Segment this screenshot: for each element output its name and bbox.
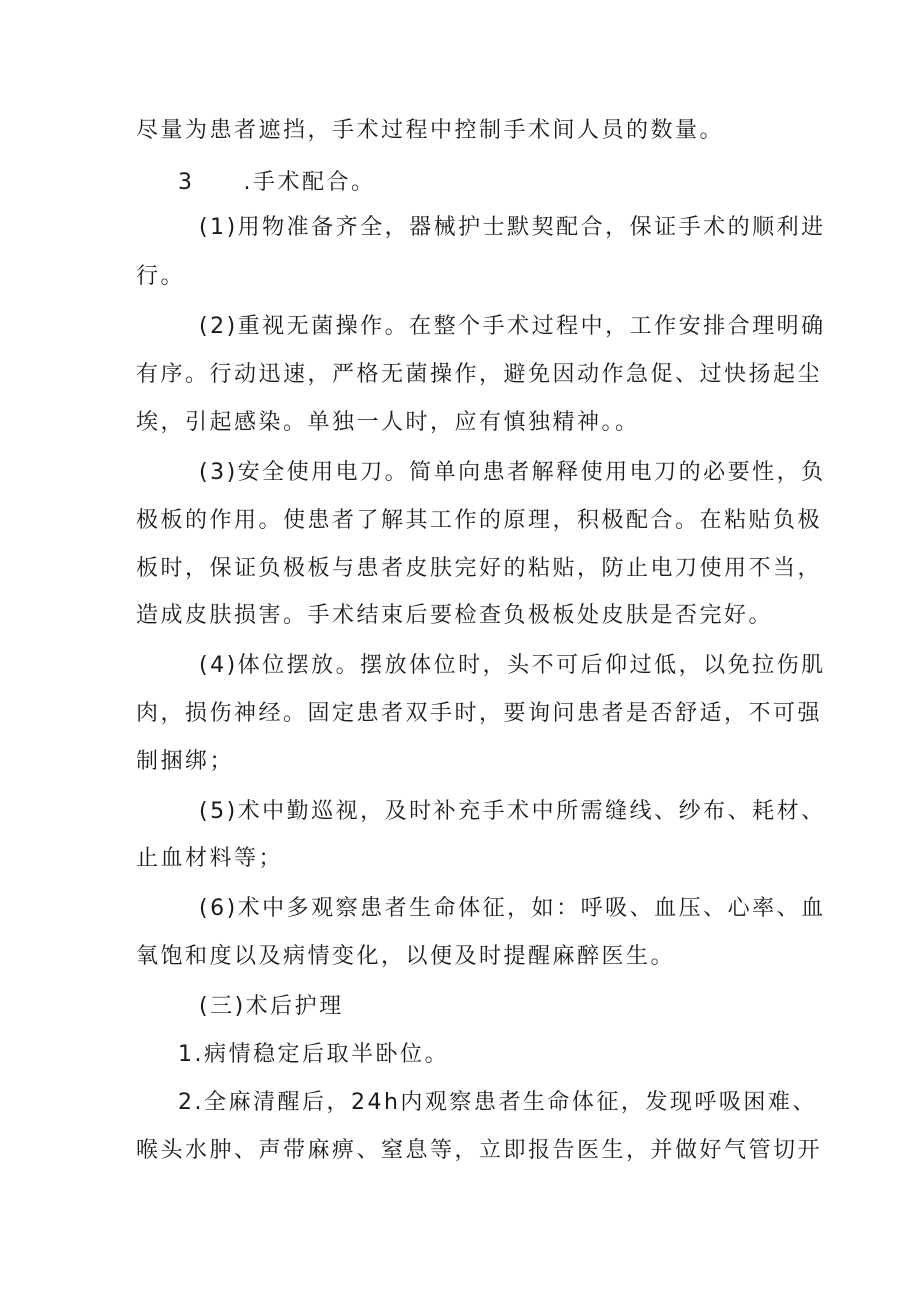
paragraph-line: 有序。行动迅速，严格无菌操作，避免因动作急促、过快扬起尘 <box>136 362 823 387</box>
paragraph-line: (5)术中勤巡视，及时补充手术中所需缝线、纱布、耗材、 <box>199 799 826 824</box>
paragraph-line: (6)术中多观察患者生命体征，如：呼吸、血压、心率、血 <box>199 896 826 921</box>
section-heading: 3 .手术配合。 <box>178 170 376 195</box>
paragraph-line: (4)体位摆放。摆放体位时，头不可后仰过低，以免拉伤肌 <box>199 653 826 678</box>
paragraph-line: 极板的作用。使患者了解其工作的原理，积极配合。在粘贴负极 <box>136 508 823 533</box>
paragraph-line: 行。 <box>136 264 186 289</box>
list-item: 2.全麻清醒后，24h内观察患者生命体征，发现呼吸困难、 <box>178 1090 817 1115</box>
paragraph-line: 板时，保证负极板与患者皮肤完好的粘贴，防止电刀使用不当， <box>136 556 823 581</box>
paragraph-line: (2)重视无菌操作。在整个手术过程中，工作安排合理明确 <box>199 314 826 339</box>
paragraph-line: 制捆绑； <box>136 749 235 774</box>
paragraph-line: 止血材料等； <box>136 846 284 871</box>
paragraph-line: (3)安全使用电刀。简单向患者解释使用电刀的必要性，负 <box>199 460 826 485</box>
paragraph-line: 肉，损伤神经。固定患者双手时，要询问患者是否舒适，不可强 <box>136 701 823 726</box>
paragraph-line: 造成皮肤损害。手术结束后要检查负极板处皮肤是否完好。 <box>136 603 774 628</box>
paragraph-line: 尽量为患者遮挡，手术过程中控制手术间人员的数量。 <box>136 118 725 143</box>
section-heading: (三)术后护理 <box>199 994 344 1019</box>
list-item: 1.病情稳定后取半卧位。 <box>178 1042 449 1067</box>
paragraph-line: 埃，引起感染。单独一人时，应有慎独精神。。 <box>136 410 640 435</box>
paragraph-line: 氧饱和度以及病情变化，以便及时提醒麻醉医生。 <box>136 944 676 969</box>
paragraph-line: 喉头水肿、声带麻痹、窒息等，立即报告医生，并做好气管切开 <box>136 1138 823 1163</box>
paragraph-line: (1)用物准备齐全，器械护士默契配合，保证手术的顺利进 <box>199 215 826 240</box>
